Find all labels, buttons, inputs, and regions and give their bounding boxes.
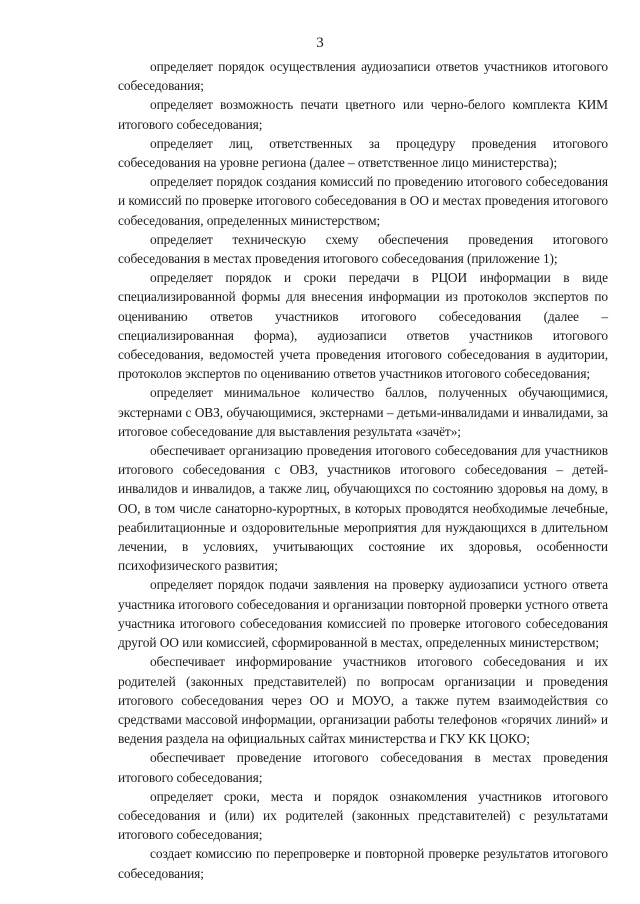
paragraph: определяет сроки, места и порядок ознакомления участников итогового собеседования и (или) их родителей (законных представителей) с результатами итогового собеседования; — [118, 788, 608, 843]
paragraph: создает комиссию по перепроверке и повторной проверке результатов итогового собеседования; — [118, 846, 608, 881]
paragraph: определяет возможность печати цветного или черно-белого комплекта КИМ итогового собеседования; — [118, 97, 608, 132]
document-body — [118, 57, 608, 883]
paragraph: определяет техническую схему обеспечения проведения итогового собеседования в местах проведения итогового собеседования (приложение 1); — [118, 231, 608, 267]
paragraph: обеспечивает информирование участников итогового собеседования и их родителей (законных представителей) по вопросам организации и проведения итогового собеседования через ОО и МОУО, а также путем взаимодействия со средствами массовой информации, организации работы телефонов «горячих линий» и ведения раздела на официальных сайтах министерства и ГКУ КК ЦОКО; — [118, 654, 608, 747]
paragraph: определяет порядок и сроки передачи в РЦОИ информации в виде специализированной формы для внесения информации из протоколов экспертов по оцениванию ответов участников итогового собеседования (далее – специализированная форма), аудиозаписи ответов участников итогового собеседования, ведомостей учета проведения итогового собеседования в аудитории, протоколов экспертов по оцениванию ответов участников итогового собеседования; — [118, 270, 608, 382]
paragraph: обеспечивает проведение итогового собеседования в местах проведения итогового собеседования; — [118, 750, 608, 785]
paragraph: определяет порядок создания комиссий по проведению итогового собеседования и комиссий по проверке итогового собеседования в ОО и местах проведения итогового собеседования, определенных министерством; — [118, 174, 608, 228]
paragraph: определяет порядок осуществления аудиозаписи ответов участников итогового собеседования; — [118, 59, 608, 94]
paragraph: определяет лиц, ответственных за процедуру проведения итогового собеседования на уровне региона (далее – ответственное лицо министерства); — [118, 135, 608, 171]
paragraph: определяет минимальное количество баллов, полученных обучающимися, экстернами с ОВЗ, обучающимися, экстернами – детьми-инвалидами и инвалидами, за итоговое собеседование для выставления результата «зачёт»; — [118, 385, 608, 439]
paragraph: определяет порядок подачи заявления на проверку аудиозаписи устного ответа участника итогового собеседования и организации повторной проверки устного ответа участника итогового собеседования комиссией по проверке итогового собеседования другой ОО или комиссией, сформированной в местах, определенных министерством; — [118, 577, 608, 651]
page-number: 3 — [316, 35, 324, 51]
paragraph: обеспечивает организацию проведения итогового собеседования для участников итогового собеседования с ОВЗ, участников итогового собеседования – детей-инвалидов и инвалидов, а также лиц, обучающихся по состоянию здоровья на дому, в ОО, в том числе санаторно-курортных, в которых проводятся необходимые лечебные, реабилитационные и оздоровительные мероприятия для нуждающихся в длительном лечении, в условиях, учитывающих состояние их здоровья, особенности психофизического развития; — [118, 443, 608, 574]
